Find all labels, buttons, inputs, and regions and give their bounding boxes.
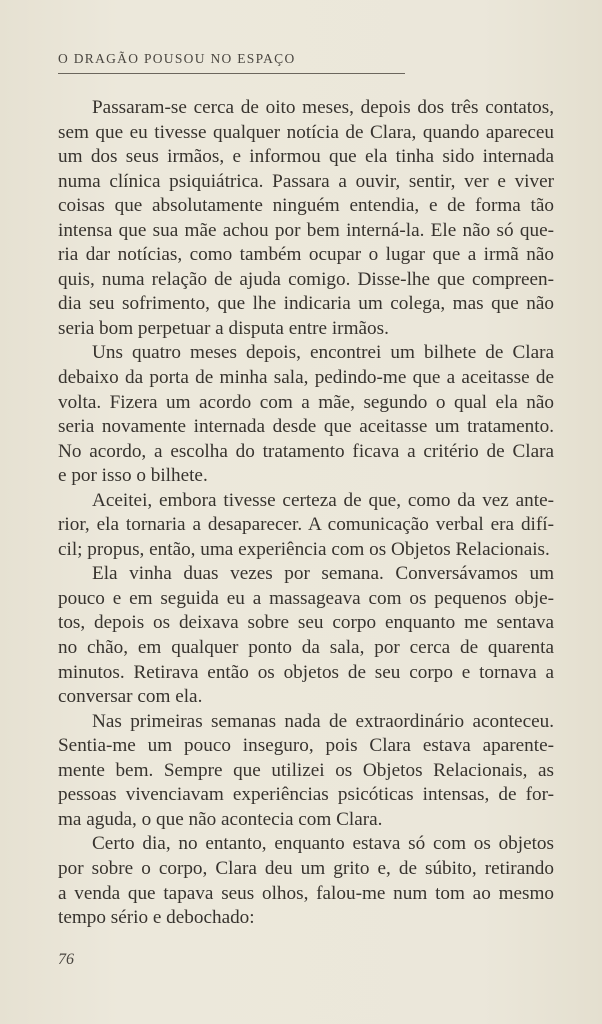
paragraph [58, 832, 554, 930]
text-line: tempo sério e debochado: [58, 907, 255, 929]
text-line: pessoas vivenciavam experiências psicóticas intensas, de for- [58, 784, 554, 806]
text-line: Certo dia, no entanto, enquanto estava só com os objetos [92, 833, 554, 855]
text-line: no chão, em qualquer ponto da sala, por cerca de quarenta [58, 637, 554, 659]
text-line: numa clínica psiquiátrica. Passara a ouvir, sentir, ver e viver [58, 170, 554, 192]
page-number: 76 [58, 951, 74, 968]
text-line: e por isso o bilhete. [58, 465, 208, 487]
text-line: intensa que sua mãe achou por bem interná-la. Ele não só que- [58, 219, 554, 241]
text-line: ma aguda, o que não acontecia com Clara. [58, 808, 383, 830]
text-line: coisas que absolutamente ninguém entendia, e de forma tão [58, 195, 554, 217]
text-line: Sentia-me um pouco inseguro, pois Clara estava aparente- [58, 735, 554, 757]
text-line: sem que eu tivesse qualquer notícia de Clara, quando apareceu [58, 121, 554, 143]
paragraph [58, 562, 554, 709]
paragraph [58, 489, 554, 563]
text-line: volta. Fizera um acordo com a mãe, segundo o qual ela não [58, 391, 554, 413]
text-line: Ela vinha duas vezes por semana. Conversávamos um [92, 563, 554, 585]
text-line: Passaram-se cerca de oito meses, depois dos três contatos, [92, 97, 554, 118]
text-line: dia seu sofrimento, que lhe indicaria um colega, mas que não [58, 293, 554, 315]
text-line: um dos seus irmãos, e informou que ela tinha sido internada [58, 146, 554, 168]
text-line: No acordo, a escolha do tratamento ficava a critério de Clara [58, 440, 554, 462]
text-line: rior, ela tornaria a desaparecer. A comunicação verbal era difí- [58, 514, 554, 536]
text-line: conversar com ela. [58, 686, 203, 708]
text-line: tos, depois os deixava sobre seu corpo enquanto me sentava [58, 612, 554, 634]
text-line: a venda que tapava seus olhos, falou-me num tom ao mesmo [58, 882, 554, 904]
text-line: pouco e em seguida eu a massageava com os pequenos obje- [58, 587, 554, 609]
paragraph [58, 710, 554, 833]
text-line: minutos. Retirava então os objetos de seu corpo e tornava a [58, 661, 554, 683]
text-line: cil; propus, então, uma experiência com os Objetos Relacionais. [58, 538, 550, 560]
text-line: Uns quatro meses depois, encontrei um bilhete de Clara [92, 342, 554, 364]
text-line: por sobre o corpo, Clara deu um grito e, de súbito, retirando [58, 857, 554, 879]
text-line: Aceitei, embora tivesse certeza de que, como da vez ante- [92, 489, 554, 511]
text-line: Nas primeiras semanas nada de extraordinário aconteceu. [92, 710, 554, 732]
header-rule [58, 73, 405, 74]
running-head: O DRAGÃO POUSOU NO ESPAÇO [58, 51, 296, 66]
body-text [58, 96, 554, 931]
text-line: ria dar notícias, como também ocupar o lugar que a irmã não [58, 244, 554, 266]
text-line: debaixo da porta de minha sala, pedindo-me que a aceitasse de [58, 367, 554, 389]
text-line: seria bom perpetuar a disputa entre irmãos. [58, 317, 389, 339]
text-line: mente bem. Sempre que utilizei os Objetos Relacionais, as [58, 759, 554, 781]
text-line: quis, numa relação de ajuda comigo. Disse-lhe que compreen- [58, 268, 554, 290]
paragraph [58, 341, 554, 488]
text-line: seria novamente internada desde que aceitasse um tratamento. [58, 416, 554, 438]
paragraph [58, 96, 554, 341]
